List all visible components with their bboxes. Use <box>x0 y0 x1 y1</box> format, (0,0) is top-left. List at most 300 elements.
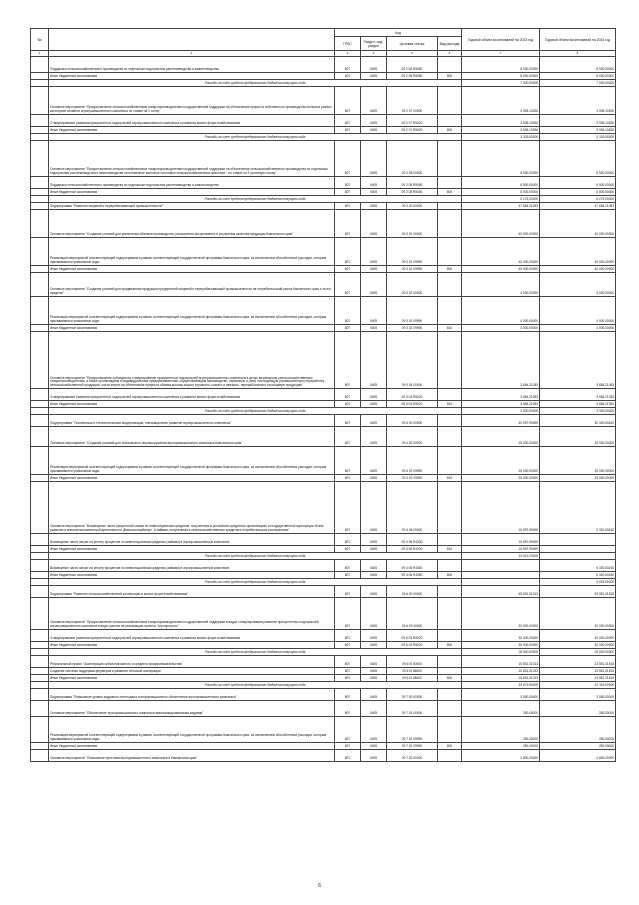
row-number-cell <box>31 701 49 717</box>
row-number-cell <box>31 177 49 189</box>
header-name <box>49 29 335 51</box>
row-number-cell <box>31 649 49 656</box>
value-2024-cell: 3 905,10526 <box>540 115 616 127</box>
value-2024-cell: 3 500,00000 <box>540 408 616 415</box>
expense-type-cell: 800 <box>438 266 462 273</box>
grbs-cell: 807 <box>335 87 361 115</box>
row-name-cell: Иные бюджетные ассигнования <box>49 189 335 196</box>
row-name-cell: Реализация мероприятий соответствующей подпрограммы в рамках соответствующей государственной программы Камчатского края, за исключением обособленных расходов, которым присваиваются уникальные коды <box>49 297 335 325</box>
value-2024-cell: 25 000,00000 <box>540 447 616 475</box>
federal-budget-row <box>31 682 616 689</box>
row-name-cell: Расходы за счет средств федерального бюджета текущего года <box>49 553 462 560</box>
row-name-cell: Реализация мероприятий соответствующей подпрограммы в рамках соответствующей государственной программы Камчатского края, за исключением обособленных расходов, которым присваиваются уникальные коды <box>49 717 335 743</box>
column-index-cell: 8 <box>540 51 616 57</box>
target-article-cell: 09 6 00 00000 <box>387 586 438 598</box>
table-row <box>31 115 616 127</box>
table-row <box>31 668 616 675</box>
target-article-cell: 09 2 06 R5080 <box>387 57 438 73</box>
federal-budget-row <box>31 408 616 415</box>
target-article-cell: 09 7 01 09990 <box>387 717 438 743</box>
row-name-cell: Основное мероприятие "Предоставление сельскохозяйственным товаропроизводителям государственной поддержки на обеспечение сельскохозяйственного производства по отдельным подотраслям растениеводства и животноводства на племенное маточное поголовье сельскохозяйственных животных - по ставке на 1 условную голову" <box>49 141 335 177</box>
expense-type-cell <box>438 534 462 546</box>
expense-type-cell: 800 <box>438 572 462 579</box>
table-row <box>31 415 616 427</box>
value-2024-cell: 3 684,21053 <box>540 389 616 401</box>
razdel-cell: 0405 <box>361 332 387 389</box>
expense-type-cell <box>438 427 462 447</box>
expense-type-cell <box>438 141 462 177</box>
expense-type-cell <box>438 586 462 598</box>
table-row <box>31 203 616 210</box>
row-number-cell <box>31 238 49 266</box>
value-2023-cell: 15 913,20000 <box>462 553 540 560</box>
expense-type-cell: 810 <box>438 401 462 408</box>
razdel-cell: 0405 <box>361 475 387 482</box>
grbs-cell: 807 <box>335 743 361 750</box>
razdel-cell: 0405 <box>361 401 387 408</box>
value-2024-cell <box>540 553 616 560</box>
table-row <box>31 57 616 73</box>
value-2024-cell: 47 684,21053 <box>540 203 616 210</box>
value-2023-cell: 8 000,00000 <box>462 57 540 73</box>
row-number-cell <box>31 750 49 762</box>
table-row <box>31 560 616 572</box>
razdel-cell: 0405 <box>361 415 387 427</box>
expense-type-cell: 800 <box>438 189 462 196</box>
table-row <box>31 743 616 750</box>
razdel-cell: 0405 <box>361 115 387 127</box>
row-number-cell <box>31 80 49 87</box>
expense-type-cell <box>438 717 462 743</box>
grbs-cell: 807 <box>335 57 361 73</box>
expense-type-cell <box>438 630 462 642</box>
expense-type-cell <box>438 447 462 475</box>
header-code: Код <box>335 29 462 37</box>
value-2024-cell: 8 000,00000 <box>540 57 616 73</box>
row-name-cell: Расходы за счет средств федерального бюджета текущего года <box>49 80 462 87</box>
row-number-cell <box>31 656 49 668</box>
grbs-cell: 807 <box>335 238 361 266</box>
row-number-cell <box>31 546 49 553</box>
value-2024-cell: 3 905,10526 <box>540 87 616 115</box>
table-row <box>31 482 616 534</box>
value-2023-cell: 25 000,00000 <box>462 475 540 482</box>
grbs-cell: 807 <box>335 750 361 762</box>
value-2024-cell: 40 000,00000 <box>540 238 616 266</box>
razdel-cell: 0405 <box>361 177 387 189</box>
table-row <box>31 642 616 649</box>
row-number-cell <box>31 586 49 598</box>
razdel-cell: 0405 <box>361 586 387 598</box>
table-row <box>31 701 616 717</box>
value-2023-cell: 4 000,00000 <box>462 325 540 332</box>
value-2023-cell <box>462 560 540 572</box>
value-2023-cell: 15 831,31313 <box>462 656 540 668</box>
header-2024: Годовой объем ассигнований на 2024 год <box>540 29 616 51</box>
expense-type-cell <box>438 598 462 630</box>
razdel-cell: 0405 <box>361 482 387 534</box>
row-name-cell: Иные бюджетные ассигнования <box>49 401 335 408</box>
razdel-cell: 0405 <box>361 203 387 210</box>
value-2024-cell: 6 175,00000 <box>540 196 616 203</box>
target-article-cell: 09 2 07 R5020 <box>387 115 438 127</box>
razdel-cell: 0405 <box>361 57 387 73</box>
razdel-cell: 0405 <box>361 297 387 325</box>
razdel-cell: 0405 <box>361 717 387 743</box>
row-number-cell <box>31 141 49 177</box>
target-article-cell: 09 3 02 09990 <box>387 325 438 332</box>
row-name-cell: Основное мероприятие "Предоставление сельскохозяйственным товаропроизводителям государственной поддержки на обеспечение прироста собственного производства молока в разных категориях хозяйств агропромышленного комплекса по ставке на 1 тонну" <box>49 87 335 115</box>
target-article-cell: 09 3 02 00000 <box>387 273 438 297</box>
table-row <box>31 675 616 682</box>
value-2024-cell: 40 000,00000 <box>540 210 616 238</box>
value-2024-cell: 250,00000 <box>540 717 616 743</box>
target-article-cell: 09 2 08 00000 <box>387 141 438 177</box>
table-row <box>31 238 616 266</box>
grbs-cell: 807 <box>335 701 361 717</box>
value-2024-cell: 5 320,63160 <box>540 482 616 534</box>
row-name-cell: Иные бюджетные ассигнования <box>49 572 335 579</box>
value-2024-cell: 23 551,31515 <box>540 668 616 675</box>
target-article-cell: 09 4 06 R4360 <box>387 560 438 572</box>
grbs-cell: 807 <box>335 203 361 210</box>
row-name-cell: Иные бюджетные ассигнования <box>49 127 335 134</box>
row-number-cell <box>31 598 49 630</box>
value-2023-cell: 25 000,00000 <box>462 427 540 447</box>
table-row <box>31 389 616 401</box>
value-2023-cell: 30 000,00000 <box>462 630 540 642</box>
row-name-cell: Возмещение части затрат на уплату процентов по инвестиционным кредитам (займам) в агропромышленном комплексе <box>49 534 335 546</box>
value-2023-cell: 6 175,00000 <box>462 196 540 203</box>
row-number-cell <box>31 266 49 273</box>
row-name-cell: Иные бюджетные ассигнования <box>49 743 335 750</box>
value-2023-cell: 4 000,00000 <box>462 297 540 325</box>
target-article-cell: 09 2 06 R5080 <box>387 73 438 80</box>
target-article-cell: 09 6 I5 54800 <box>387 668 438 675</box>
row-number-cell <box>31 682 49 689</box>
target-article-cell: 09 4 02 00000 <box>387 427 438 447</box>
value-2023-cell: 40 997,99499 <box>462 415 540 427</box>
expense-type-cell <box>438 668 462 675</box>
row-name-cell: Реализация мероприятий соответствующей подпрограммы в рамках соответствующей государственной программы Камчатского края, за исключением обособленных расходов, которым присваиваются уникальные коды <box>49 238 335 266</box>
expense-type-cell: 810 <box>438 325 462 332</box>
row-number-cell <box>31 127 49 134</box>
target-article-cell: 09 3 01 09990 <box>387 266 438 273</box>
value-2023-cell: 15 673,00000 <box>462 682 540 689</box>
expense-type-cell <box>438 656 462 668</box>
value-2023-cell: 250,00000 <box>462 701 540 717</box>
grbs-cell: 807 <box>335 389 361 401</box>
grbs-cell: 807 <box>335 415 361 427</box>
expense-type-cell <box>438 177 462 189</box>
target-article-cell: 09 6 03 R5020 <box>387 630 438 642</box>
row-name-cell: Подпрограмма "Развитие сельскохозяйственной кооперации и малых форм хозяйствования" <box>49 586 335 598</box>
grbs-cell: 807 <box>335 127 361 134</box>
target-article-cell: 09 6 I5 00000 <box>387 656 438 668</box>
grbs-cell: 807 <box>335 598 361 630</box>
value-2024-cell: 23 551,31515 <box>540 656 616 668</box>
row-number-cell <box>31 447 49 475</box>
row-number-cell <box>31 401 49 408</box>
table-row <box>31 210 616 238</box>
value-2023-cell: 3 905,10526 <box>462 127 540 134</box>
expense-type-cell <box>438 203 462 210</box>
table-row <box>31 656 616 668</box>
value-2023-cell: 25 000,00000 <box>462 447 540 475</box>
row-name-cell: Основное мероприятие "Создание условий для технического перевооружения агропромышленного комплекса Камчатского края" <box>49 427 335 447</box>
value-2023-cell: 3 684,21053 <box>462 332 540 389</box>
value-2023-cell: 40 000,00000 <box>462 266 540 273</box>
value-2024-cell: 40 000,00000 <box>540 266 616 273</box>
grbs-cell: 807 <box>335 332 361 389</box>
razdel-cell: 0405 <box>361 656 387 668</box>
grbs-cell: 807 <box>335 656 361 668</box>
target-article-cell: 09 2 07 00000 <box>387 87 438 115</box>
row-name-cell: Подпрограмма "Развитие пищевой и перерабатывающей промышленности" <box>49 203 335 210</box>
expense-type-cell: 800 <box>438 743 462 750</box>
value-2023-cell: 250,00000 <box>462 717 540 743</box>
razdel-cell: 0405 <box>361 689 387 701</box>
value-2023-cell <box>462 579 540 586</box>
grbs-cell: 807 <box>335 273 361 297</box>
razdel-cell: 0405 <box>361 560 387 572</box>
razdel-cell: 0405 <box>361 427 387 447</box>
table-row <box>31 87 616 115</box>
page-number: 6 <box>318 883 321 889</box>
table-row <box>31 447 616 475</box>
row-number-cell <box>31 189 49 196</box>
table-row <box>31 546 616 553</box>
row-number-cell <box>31 689 49 701</box>
row-name-cell: Подпрограмма "Повышение уровня кадрового потенциала и информационного обеспечения агропромышленного комплекса" <box>49 689 335 701</box>
row-number-cell <box>31 203 49 210</box>
razdel-cell: 0405 <box>361 668 387 675</box>
grbs-cell: 807 <box>335 668 361 675</box>
table-row <box>31 717 616 743</box>
table-row <box>31 189 616 196</box>
value-2024-cell: 30 000,00000 <box>540 598 616 630</box>
budget-table <box>30 28 616 762</box>
value-2023-cell: 6 500,00000 <box>462 141 540 177</box>
federal-budget-row <box>31 134 616 141</box>
row-number-cell <box>31 273 49 297</box>
value-2023-cell: 47 684,21053 <box>462 203 540 210</box>
column-index-cell: 4 <box>361 51 387 57</box>
row-name-cell: Иные бюджетные ассигнования <box>49 675 335 682</box>
header-no: № <box>31 29 49 51</box>
row-number-cell <box>31 134 49 141</box>
table-row <box>31 689 616 701</box>
row-name-cell: Иные бюджетные ассигнования <box>49 475 335 482</box>
expense-type-cell <box>438 332 462 389</box>
value-2023-cell: 2 800,00000 <box>462 750 540 762</box>
target-article-cell: 09 3 04 R5020 <box>387 389 438 401</box>
razdel-cell: 0405 <box>361 750 387 762</box>
grbs-cell: 807 <box>335 560 361 572</box>
row-name-cell: Иные бюджетные ассигнования <box>49 325 335 332</box>
razdel-cell: 0405 <box>361 598 387 630</box>
row-number-cell <box>31 717 49 743</box>
expense-type-cell <box>438 482 462 534</box>
federal-budget-row <box>31 579 616 586</box>
grbs-cell: 807 <box>335 297 361 325</box>
column-index-cell: 7 <box>462 51 540 57</box>
razdel-cell: 0405 <box>361 273 387 297</box>
row-number-cell <box>31 389 49 401</box>
row-number-cell <box>31 642 49 649</box>
value-2024-cell: 6 500,00000 <box>540 177 616 189</box>
row-number-cell <box>31 427 49 447</box>
grbs-cell: 807 <box>335 572 361 579</box>
target-article-cell: 09 2 08 R5080 <box>387 177 438 189</box>
expense-type-cell: 800 <box>438 73 462 80</box>
target-article-cell: 09 3 02 09990 <box>387 297 438 325</box>
expense-type-cell <box>438 115 462 127</box>
value-2024-cell: 22 316,00000 <box>540 682 616 689</box>
target-article-cell: 09 4 00 00000 <box>387 415 438 427</box>
table-row <box>31 297 616 325</box>
razdel-cell: 0405 <box>361 141 387 177</box>
table-row <box>31 273 616 297</box>
grbs-cell: 807 <box>335 475 361 482</box>
value-2024-cell: 3 905,10526 <box>540 127 616 134</box>
razdel-cell: 0405 <box>361 572 387 579</box>
grbs-cell: 807 <box>335 546 361 553</box>
value-2023-cell: 3 684,21053 <box>462 401 540 408</box>
expense-type-cell <box>438 560 462 572</box>
value-2023-cell: 6 500,00000 <box>462 177 540 189</box>
value-2023-cell: 40 000,00000 <box>462 210 540 238</box>
value-2024-cell: 6 500,00000 <box>540 189 616 196</box>
value-2024-cell: 3 684,21053 <box>540 401 616 408</box>
razdel-cell: 0405 <box>361 238 387 266</box>
row-name-cell: Иные бюджетные ассигнования <box>49 73 335 80</box>
expense-type-cell <box>438 750 462 762</box>
target-article-cell: 09 6 03 R5020 <box>387 642 438 649</box>
row-name-cell: Расходы за счет средств федерального бюджета текущего года <box>49 682 462 689</box>
row-name-cell: Расходы за счет средств федерального бюджета текущего года <box>49 134 462 141</box>
target-article-cell: 09 6 I5 54800 <box>387 675 438 682</box>
grbs-cell: 807 <box>335 325 361 332</box>
expense-type-cell <box>438 689 462 701</box>
value-2024-cell: 6 500,00000 <box>540 141 616 177</box>
target-article-cell: 09 4 06 R4330 <box>387 546 438 553</box>
table-row <box>31 427 616 447</box>
row-number-cell <box>31 572 49 579</box>
table-row <box>31 266 616 273</box>
value-2024-cell: 25 000,00000 <box>540 427 616 447</box>
razdel-cell: 0405 <box>361 389 387 401</box>
expense-type-cell <box>438 297 462 325</box>
grbs-cell: 807 <box>335 73 361 80</box>
table-body <box>31 57 616 762</box>
row-number-cell <box>31 475 49 482</box>
row-number-cell <box>31 408 49 415</box>
federal-budget-row <box>31 553 616 560</box>
row-number-cell <box>31 553 49 560</box>
razdel-cell: 0405 <box>361 266 387 273</box>
value-2024-cell: 4 000,00000 <box>540 297 616 325</box>
grbs-cell: 807 <box>335 642 361 649</box>
grbs-cell: 807 <box>335 177 361 189</box>
table-row <box>31 177 616 189</box>
value-2023-cell: 6 500,00000 <box>462 189 540 196</box>
value-2024-cell: 7 000,00000 <box>540 80 616 87</box>
target-article-cell: 09 3 04 R5020 <box>387 401 438 408</box>
row-number-cell <box>31 560 49 572</box>
razdel-cell: 0405 <box>361 447 387 475</box>
row-number-cell <box>31 57 49 73</box>
expense-type-cell <box>438 87 462 115</box>
expense-type-cell <box>438 238 462 266</box>
row-name-cell: Иные бюджетные ассигнования <box>49 266 335 273</box>
razdel-cell: 0405 <box>361 325 387 332</box>
grbs-cell: 807 <box>335 447 361 475</box>
value-2023-cell: 30 000,00000 <box>462 642 540 649</box>
value-2023-cell: 3 684,21053 <box>462 389 540 401</box>
expense-type-cell <box>438 57 462 73</box>
grbs-cell: 807 <box>335 210 361 238</box>
value-2023-cell: 3 500,00000 <box>462 408 540 415</box>
row-number-cell <box>31 743 49 750</box>
table-row <box>31 401 616 408</box>
row-number-cell <box>31 675 49 682</box>
value-2023-cell: 15 997,99499 <box>462 546 540 553</box>
row-name-cell: Поддержка сельскохозяйственного производства по отдельным подотраслям растениеводства и животноводства <box>49 57 335 73</box>
row-number-cell <box>31 415 49 427</box>
target-article-cell: 09 4 06 R4330 <box>387 534 438 546</box>
budget-document <box>30 28 615 762</box>
value-2023-cell: 15 997,99499 <box>462 482 540 534</box>
header-target: Целевая статья <box>387 37 438 51</box>
grbs-cell: 807 <box>335 689 361 701</box>
razdel-cell: 0405 <box>361 210 387 238</box>
target-article-cell: 09 2 08 R5080 <box>387 189 438 196</box>
razdel-cell: 0405 <box>361 87 387 115</box>
grbs-cell: 807 <box>335 482 361 534</box>
value-2024-cell: 5 054,60000 <box>540 579 616 586</box>
table-row <box>31 630 616 642</box>
value-2023-cell: 15 831,31313 <box>462 668 540 675</box>
value-2024-cell: 3 684,21053 <box>540 332 616 389</box>
row-name-cell: Стимулирование развития приоритетных подотраслей агропромышленного комплекса и развития малых форм хозяйствования <box>49 389 335 401</box>
expense-type-cell <box>438 701 462 717</box>
target-article-cell: 09 4 02 09990 <box>387 447 438 475</box>
grbs-cell: 807 <box>335 717 361 743</box>
value-2023-cell: 7 000,00000 <box>462 80 540 87</box>
value-2024-cell: 8 000,00000 <box>540 73 616 80</box>
target-article-cell: 09 3 01 00000 <box>387 210 438 238</box>
row-number-cell <box>31 297 49 325</box>
value-2023-cell: 45 831,31313 <box>462 586 540 598</box>
razdel-cell: 0405 <box>361 642 387 649</box>
value-2023-cell <box>462 572 540 579</box>
row-name-cell: Основное мероприятие "Создание условий для увеличения объемов производства, расширения ассортимента и улучшения качества продукции Камчатского края" <box>49 210 335 238</box>
target-article-cell: 09 4 06 00000 <box>387 482 438 534</box>
row-name-cell: Основное мероприятие "Повышение престижа агропромышленного комплекса в Камчатском крае" <box>49 750 335 762</box>
target-article-cell: 09 2 07 R5020 <box>387 127 438 134</box>
row-name-cell: Основное мероприятие "Создание условий для продвижения продукции предприятий пищевой и перерабатывающей промышленности на потребительский рынок Камчатского края и за его пределы" <box>49 273 335 297</box>
row-number-cell <box>31 73 49 80</box>
row-name-cell: Создание системы поддержки фермеров и развитие сельской кооперации <box>49 668 335 675</box>
value-2023-cell: 3 329,55000 <box>462 134 540 141</box>
value-2023-cell: 15 831,31313 <box>462 675 540 682</box>
table-row <box>31 332 616 389</box>
row-number-cell <box>31 668 49 675</box>
value-2024-cell: 5 320,63160 <box>540 572 616 579</box>
razdel-cell: 0405 <box>361 189 387 196</box>
table-row <box>31 141 616 177</box>
